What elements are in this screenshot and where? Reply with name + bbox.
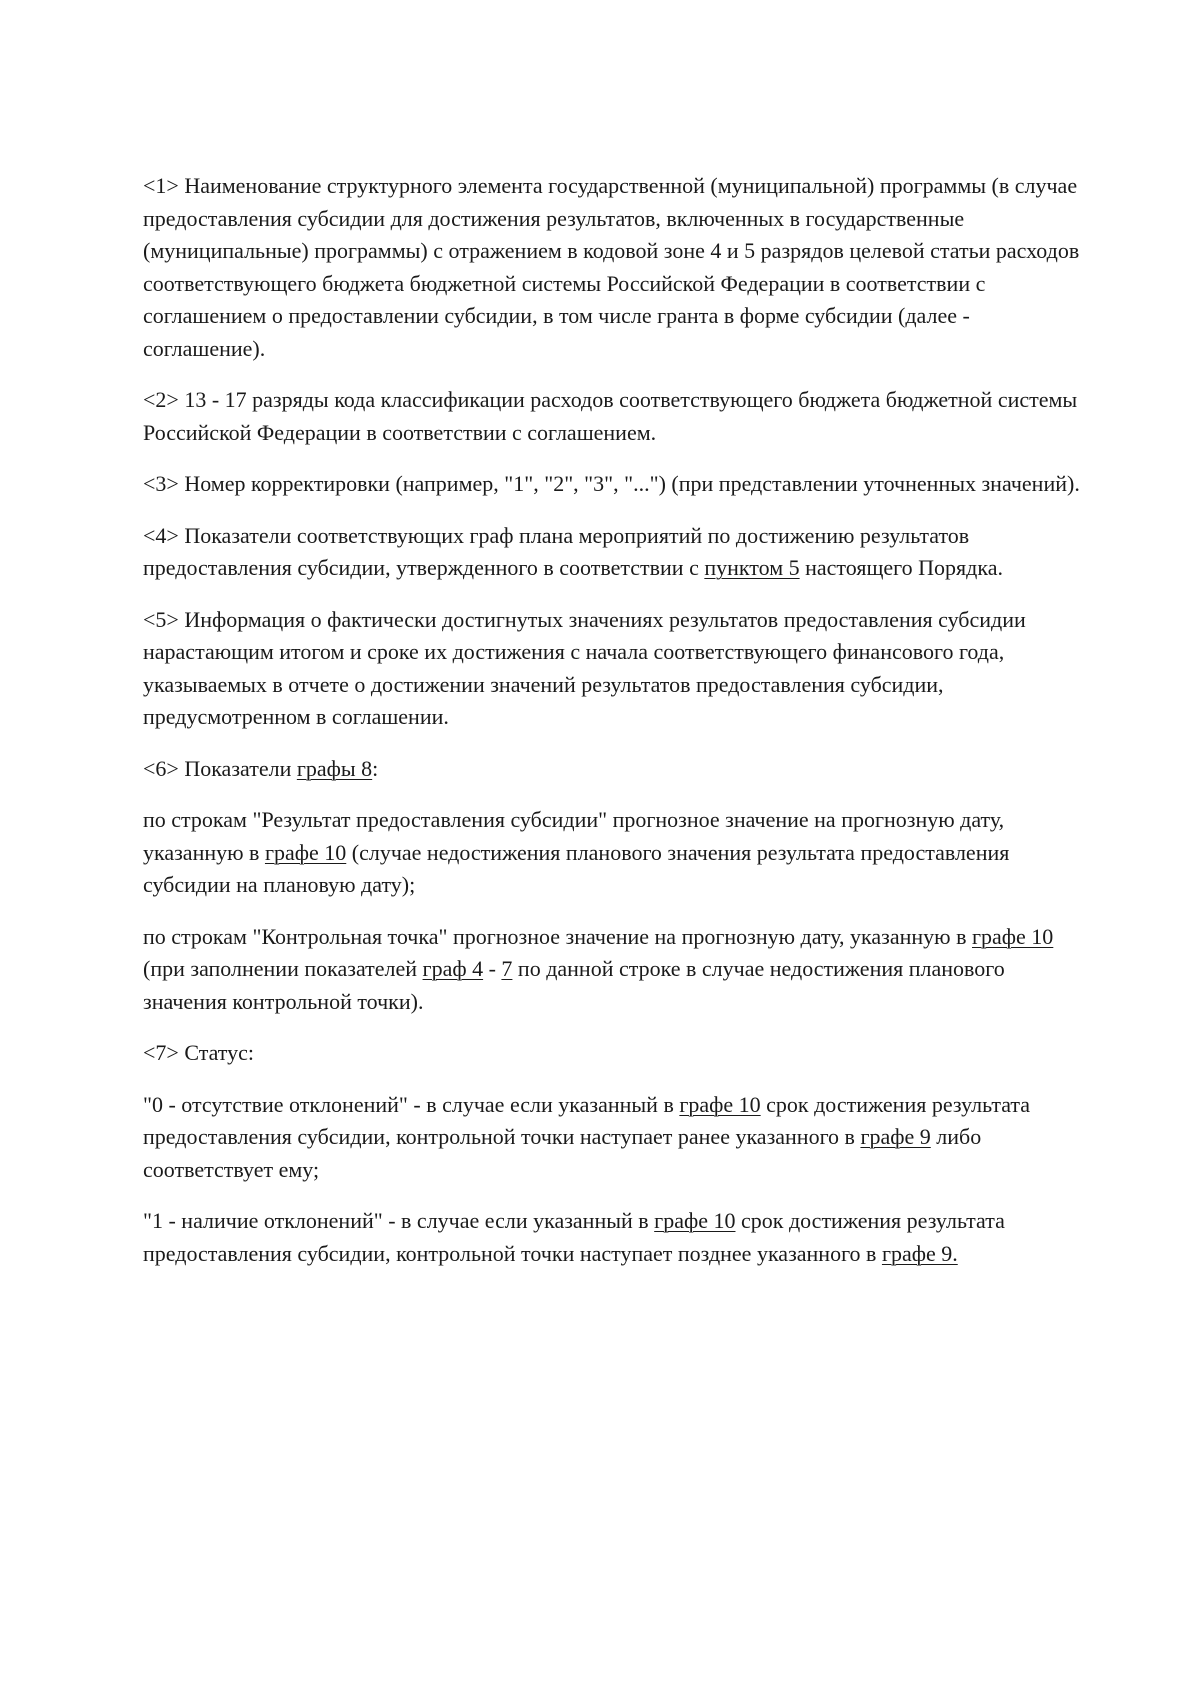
link-grafe-10[interactable]: графе 10 bbox=[679, 1091, 761, 1117]
footnote-fn6a bbox=[143, 804, 1083, 902]
footnote-text: срок достижения результата предоставления субсидии, контрольной точки наступает ранее указанного в bbox=[143, 1091, 1031, 1149]
footnote-fn7a bbox=[143, 1089, 1083, 1187]
footnote-text: <5> Информация о фактически достигнутых значениях результатов предоставления субсидии нарастающим итогом и сроке их достижения с начала соответствующего финансового года, указываемых в отчете о достижении значений результатов предоставления субсидии, предусмотренном в соглашении. bbox=[143, 606, 1026, 729]
footnote-text: <2> 13 - 17 разряды кода классификации расходов соответствующего бюджета бюджетной системы Российской Федерации в соответствии с соглашением. bbox=[143, 387, 1078, 445]
footnote-text: по строкам "Контрольная точка" прогнозное значение на прогнозную дату, указанную в bbox=[143, 923, 972, 949]
footnote-text: настоящего Порядка. bbox=[799, 555, 1003, 580]
footnote-fn3 bbox=[143, 468, 1083, 501]
footnote-text: (случае недостижения планового значения результата предоставления субсидии на плановую дату); bbox=[143, 839, 1010, 897]
footnote-text: <4> Показатели соответствующих граф плана мероприятий по достижению результатов предоставления субсидии, утвержденного в соответствии с bbox=[143, 522, 970, 580]
footnote-text: <7> Статус: bbox=[143, 1040, 254, 1065]
footnote-text: : bbox=[372, 755, 379, 781]
footnote-fn6 bbox=[143, 753, 1083, 786]
footnote-fn7b bbox=[143, 1205, 1083, 1270]
footnote-text: (при заполнении показателей bbox=[143, 956, 423, 981]
footnote-text: <1> Наименование структурного элемента государственной (муниципальной) программы (в случае предоставления субсидии для достижения результатов, включенных в государственные (муниципальные) программы) с отражением в кодовой зоне 4 и 5 разрядов целевой статьи расходов соответствующего бюджета бюджетной системы Российской Федерации в соответствии с соглашением о предоставлении субсидии, в том числе гранта в форме субсидии (далее - соглашение). bbox=[143, 173, 1080, 361]
link-punkt-5[interactable]: пунктом 5 bbox=[704, 555, 800, 580]
footnote-fn2 bbox=[143, 384, 1083, 449]
footnote-text: - bbox=[483, 956, 502, 981]
link-grafe-10[interactable]: графе 10 bbox=[264, 839, 347, 865]
footnote-text: либо соответствует ему; bbox=[143, 1124, 982, 1182]
link-grafe-9[interactable]: графе 9. bbox=[881, 1240, 958, 1266]
link-grafe-10[interactable]: графе 10 bbox=[972, 923, 1054, 949]
footnote-text: "0 - отсутствие отклонений" - в случае если указанный в bbox=[143, 1091, 680, 1117]
link-grafy-8[interactable]: графы 8 bbox=[296, 755, 373, 781]
link-graf-7[interactable]: 7 bbox=[501, 956, 513, 981]
footnotes-block bbox=[143, 170, 1083, 1289]
link-grafe-9[interactable]: графе 9 bbox=[860, 1124, 931, 1149]
link-graf-4[interactable]: граф 4 bbox=[422, 956, 484, 981]
footnote-fn7 bbox=[143, 1037, 1083, 1070]
footnote-fn6b bbox=[143, 921, 1083, 1019]
footnote-fn5 bbox=[143, 604, 1083, 734]
footnote-text: срок достижения результата предоставления субсидии, контрольной точки наступает позднее указанного в bbox=[143, 1208, 1005, 1266]
footnote-fn4 bbox=[143, 520, 1083, 585]
link-grafe-10[interactable]: графе 10 bbox=[654, 1208, 736, 1233]
footnote-text: <6> Показатели bbox=[143, 755, 297, 781]
footnote-fn1 bbox=[143, 170, 1083, 365]
footnote-text: по данной строке в случае недостижения планового значения контрольной точки). bbox=[143, 956, 1005, 1014]
footnote-text: "1 - наличие отклонений" - в случае если указанный в bbox=[143, 1208, 655, 1233]
footnote-text: <3> Номер корректировки (например, "1", "2", "3", "...") (при представлении уточненных значений). bbox=[143, 471, 1080, 496]
footnote-text: по строкам "Результат предоставления субсидии" прогнозное значение на прогнозную дату, указанную в bbox=[143, 807, 1005, 865]
